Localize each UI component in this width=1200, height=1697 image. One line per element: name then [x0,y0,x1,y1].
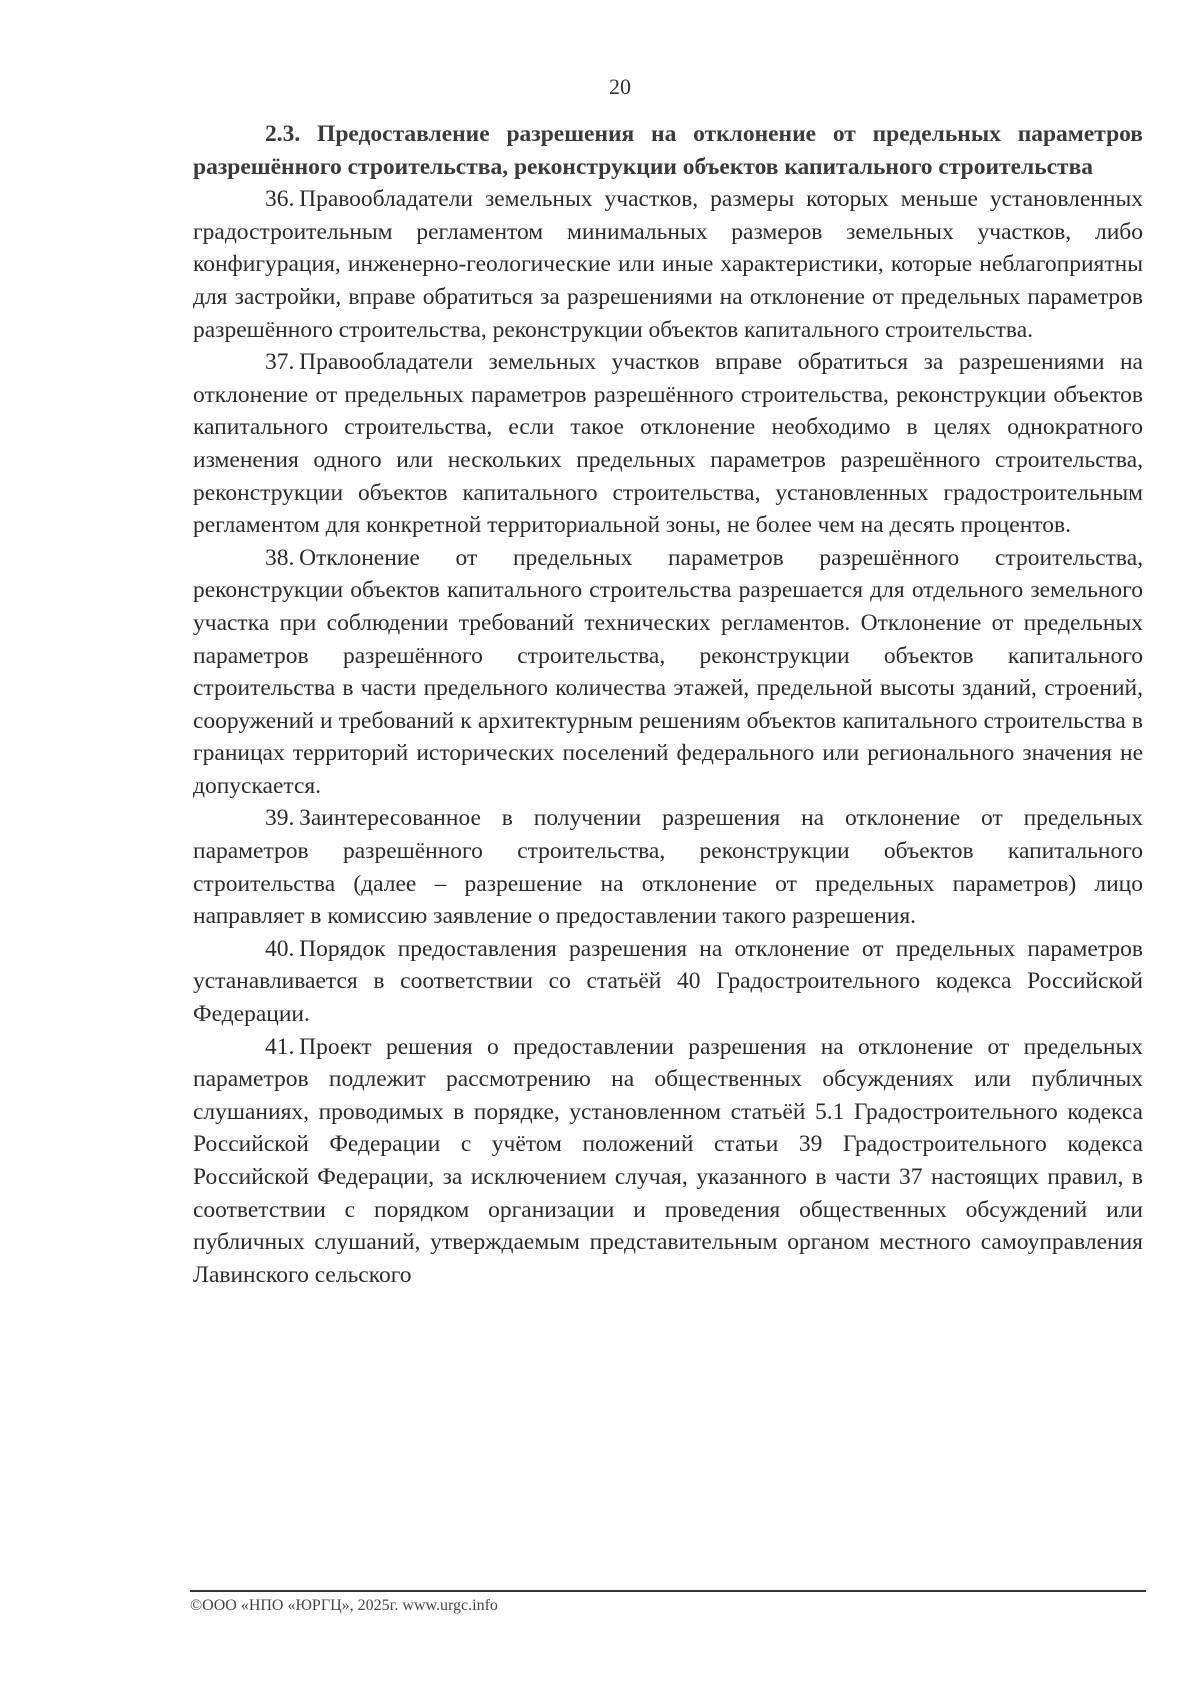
page-number: 20 [609,74,631,99]
paragraph-text: Правообладатели земельных участков, размеры которых меньше установленных градостроительным регламентом минимальных размеров земельных участков, либо конфигурация, инженерно-геологические или иные характеристики, которые неблагоприятны для застройки, вправе обратиться за разрешениями на отклонение от предельных параметров разрешённого строительства, реконструкции объектов капитального строительства. [193,186,1143,343]
paragraph-41 [193,1031,1143,1292]
paragraph-37 [193,346,1143,542]
footer-copyright: ©ООО «НПО «ЮРГЦ», 2025г. www.urgc.info [190,1597,498,1614]
paragraph-text: Правообладатели земельных участков вправе обратиться за разрешениями на отклонение от предельных параметров разрешённого строительства, реконструкции объектов капитального строительства, если такое отклонение необходимо в целях однократного изменения одного или нескольких предельных параметров разрешённого строительства, реконструкции объектов капитального строительства, установленных градостроительным регламентом для конкретной территориальной зоны, не более чем на десять процентов. [193,349,1143,539]
footer-divider [190,1590,1146,1592]
paragraph-36 [193,183,1143,346]
paragraph-number: 40. [265,935,295,962]
paragraph-40 [193,933,1143,1031]
paragraph-38 [193,542,1143,803]
paragraph-text: Заинтересованное в получении разрешения на отклонение от предельных параметров разрешённого строительства, реконструкции объектов капитального строительства (далее – разрешение на отклонение от предельных параметров) лицо направляет в комиссию заявление о предоставлении такого разрешения. [193,805,1143,930]
paragraph-text: Порядок предоставления разрешения на отклонение от предельных параметров устанавливается в соответствии со статьёй 40 Градостроительного кодекса Российской Федерации. [193,935,1143,1028]
paragraph-number: 39. [265,805,295,832]
section-heading: 2.3. Предоставление разрешения на отклонение от предельных параметров разрешённого строительства, реконструкции объектов капитального строительства [193,121,1143,180]
paragraph-number: 36. [265,186,295,213]
paragraph-number: 41. [265,1033,295,1060]
paragraph-text: Отклонение от предельных параметров разрешённого строительства, реконструкции объектов капитального строительства разрешается для отдельного земельного участка при соблюдении требований технических регламентов. Отклонение от предельных параметров разрешённого строительства, реконструкции объектов капитального строительства в части предельного количества этажей, предельной высоты зданий, строений, сооружений и требований к архитектурным решениям объектов капитального строительства в границах территорий исторических поселений федерального или регионального значения не допускается. [193,544,1143,799]
paragraph-39 [193,802,1143,932]
paragraph-text: Проект решения о предоставлении разрешения на отклонение от предельных параметров подлежит рассмотрению на общественных обсуждениях или публичных слушаниях, проводимых в порядке, установленном статьёй 5.1 Градостроительного кодекса Российской Федерации с учётом положений статьи 39 Градостроительного кодекса Российской Федерации, за исключением случая, указанного в части 37 настоящих правил, в соответствии с порядком организации и проведения общественных обсуждений или публичных слушаний, утверждаемым представительным органом местного самоуправления Лавинского сельского [193,1033,1143,1288]
paragraph-number: 37. [265,349,295,376]
paragraph-number: 38. [265,544,295,571]
document-body [193,118,1143,1291]
